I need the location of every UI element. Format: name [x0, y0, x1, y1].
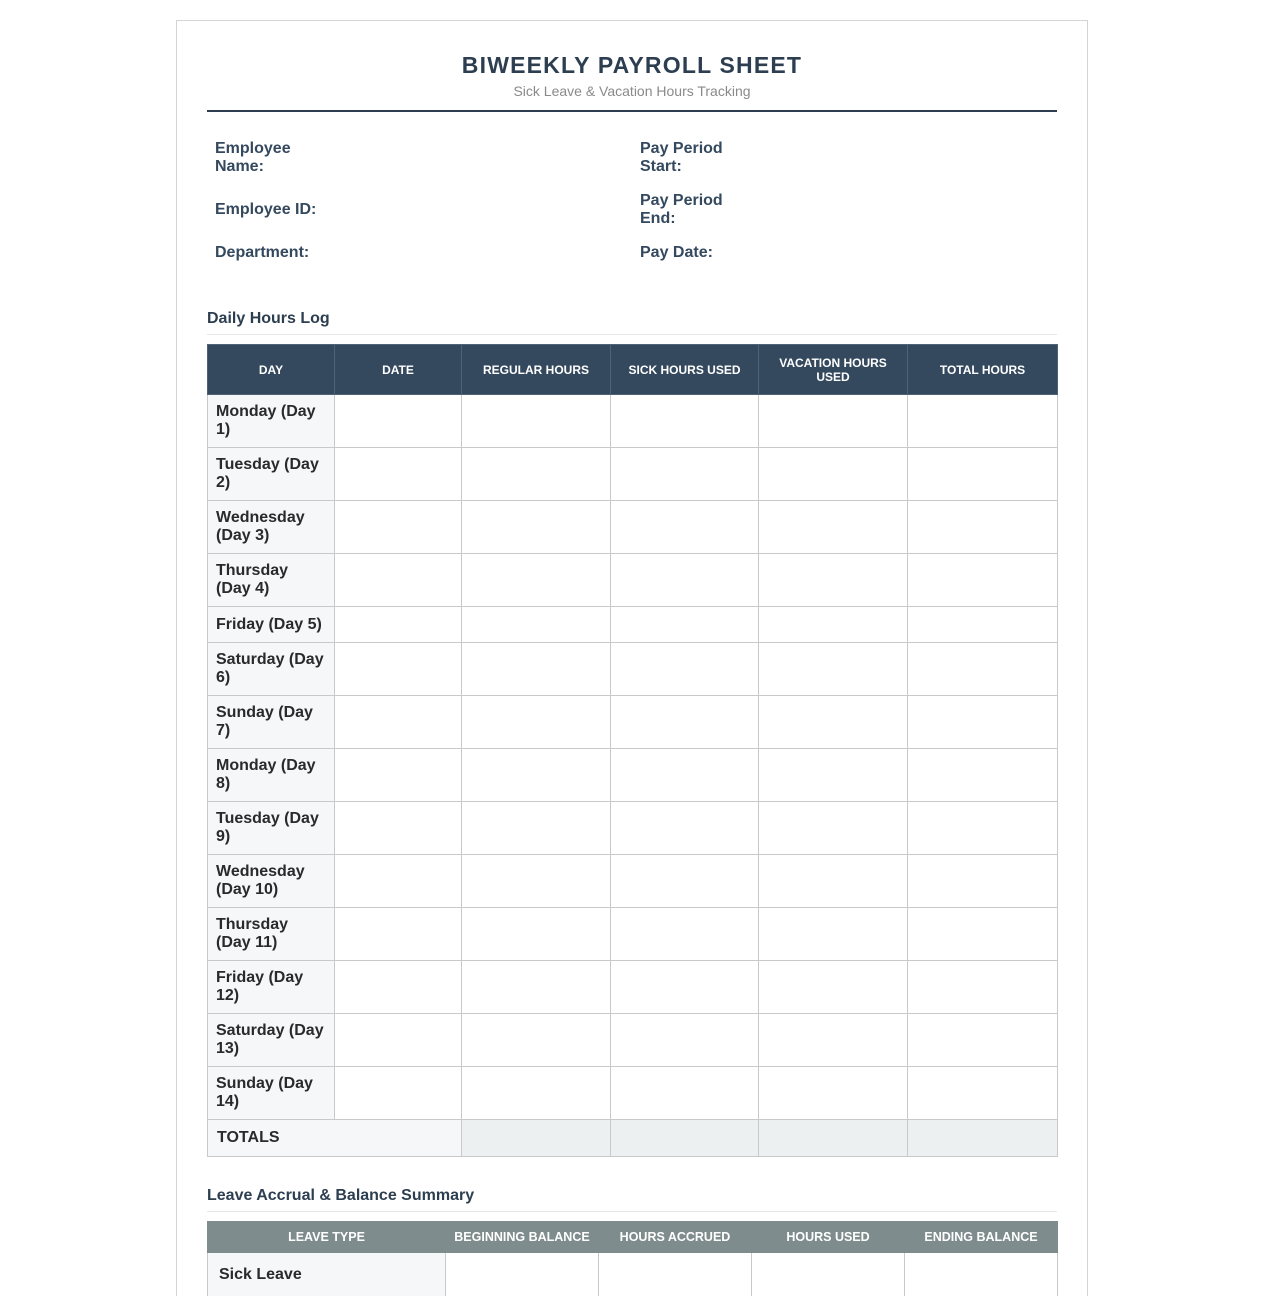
total-hours-cell[interactable] [908, 395, 1058, 448]
regular-hours-cell[interactable] [462, 855, 611, 908]
vacation-hours-cell[interactable] [759, 554, 908, 607]
sick-hours-cell[interactable] [611, 749, 759, 802]
sick-hours-cell[interactable] [611, 1067, 759, 1120]
vacation-hours-cell[interactable] [759, 395, 908, 448]
table-row [208, 855, 1058, 908]
vacation-hours-cell[interactable] [759, 908, 908, 961]
date-cell[interactable] [335, 961, 462, 1014]
date-cell[interactable] [335, 802, 462, 855]
col-header-regular-hours: REGULAR HOURS [462, 345, 611, 395]
sick-hours-cell[interactable] [611, 501, 759, 554]
sick-hours-cell[interactable] [611, 448, 759, 501]
table-row [208, 448, 1058, 501]
day-cell: Tuesday (Day 2) [208, 448, 335, 501]
table-row [208, 643, 1058, 696]
leave-summary-table [207, 1221, 1058, 1296]
col-header-hours-accrued: HOURS ACCRUED [599, 1222, 752, 1253]
day-cell: Saturday (Day 6) [208, 643, 335, 696]
regular-hours-cell[interactable] [462, 961, 611, 1014]
date-cell[interactable] [335, 749, 462, 802]
total-hours-cell[interactable] [908, 908, 1058, 961]
table-row [208, 501, 1058, 554]
regular-hours-cell[interactable] [462, 395, 611, 448]
total-hours-cell[interactable] [908, 855, 1058, 908]
date-cell[interactable] [335, 448, 462, 501]
ending-balance-cell[interactable] [905, 1253, 1058, 1296]
page-title: BIWEEKLY PAYROLL SHEET [461, 52, 803, 78]
col-header-sick-hours: SICK HOURS USED [611, 345, 759, 395]
total-regular-hours-cell[interactable] [462, 1120, 611, 1157]
pay-date-label: Pay Date: [640, 244, 713, 261]
col-header-beginning-balance: BEGINNING BALANCE [446, 1222, 599, 1253]
day-cell: Wednesday (Day 10) [208, 855, 335, 908]
date-cell[interactable] [335, 696, 462, 749]
total-hours-cell[interactable] [908, 749, 1058, 802]
day-cell: Monday (Day 1) [208, 395, 335, 448]
col-header-total-hours: TOTAL HOURS [908, 345, 1058, 395]
table-row [208, 696, 1058, 749]
total-hours-cell[interactable] [908, 696, 1058, 749]
summary-row [208, 1253, 1058, 1296]
sick-hours-cell[interactable] [611, 802, 759, 855]
total-hours-cell[interactable] [908, 961, 1058, 1014]
date-cell[interactable] [335, 643, 462, 696]
sick-hours-cell[interactable] [611, 855, 759, 908]
date-cell[interactable] [335, 554, 462, 607]
table-row [208, 1067, 1058, 1120]
leave-type-cell: Sick Leave [208, 1253, 446, 1296]
sick-hours-cell[interactable] [611, 961, 759, 1014]
day-cell: Friday (Day 12) [208, 961, 335, 1014]
regular-hours-cell[interactable] [462, 448, 611, 501]
daily-hours-table [207, 344, 1058, 1157]
sick-hours-cell[interactable] [611, 643, 759, 696]
date-cell[interactable] [335, 607, 462, 643]
table-row [208, 607, 1058, 643]
page-subtitle: Sick Leave & Vacation Hours Tracking [513, 83, 751, 99]
col-header-day: DAY [208, 345, 335, 395]
col-header-hours-used: HOURS USED [752, 1222, 905, 1253]
vacation-hours-cell[interactable] [759, 749, 908, 802]
vacation-hours-cell[interactable] [759, 855, 908, 908]
total-hours-cell[interactable] [908, 607, 1058, 643]
vacation-hours-cell[interactable] [759, 802, 908, 855]
day-cell: Thursday (Day 11) [208, 908, 335, 961]
col-header-date: DATE [335, 345, 462, 395]
regular-hours-cell[interactable] [462, 1067, 611, 1120]
date-cell[interactable] [335, 908, 462, 961]
sick-hours-cell[interactable] [611, 395, 759, 448]
summary-header-row [208, 1222, 1058, 1253]
table-row [208, 802, 1058, 855]
total-hours-cell[interactable] [908, 802, 1058, 855]
day-cell: Monday (Day 8) [208, 749, 335, 802]
grand-total-hours-cell[interactable] [908, 1120, 1058, 1157]
regular-hours-cell[interactable] [462, 501, 611, 554]
payroll-sheet [176, 20, 1088, 1296]
day-cell: Tuesday (Day 9) [208, 802, 335, 855]
totals-label: TOTALS [208, 1120, 462, 1157]
vacation-hours-cell[interactable] [759, 1014, 908, 1067]
table-row [208, 908, 1058, 961]
sick-hours-cell[interactable] [611, 908, 759, 961]
table-row [208, 554, 1058, 607]
regular-hours-cell[interactable] [462, 908, 611, 961]
date-cell[interactable] [335, 1014, 462, 1067]
date-cell[interactable] [335, 501, 462, 554]
col-header-vacation-hours: VACATION HOURS USED [759, 345, 908, 395]
table-row [208, 395, 1058, 448]
pay-period-start-label: Pay Period Start: [640, 140, 723, 175]
regular-hours-cell[interactable] [462, 643, 611, 696]
hours-used-cell[interactable] [752, 1253, 905, 1296]
vacation-hours-cell[interactable] [759, 1067, 908, 1120]
date-cell[interactable] [335, 395, 462, 448]
daily-log-title: Daily Hours Log [207, 310, 1057, 335]
total-hours-cell[interactable] [908, 643, 1058, 696]
totals-row [208, 1120, 1058, 1157]
employee-name-label: Employee Name: [215, 140, 291, 175]
beginning-balance-cell[interactable] [446, 1253, 599, 1296]
day-cell: Wednesday (Day 3) [208, 501, 335, 554]
summary-title: Leave Accrual & Balance Summary [207, 1187, 1057, 1212]
total-vacation-hours-cell[interactable] [759, 1120, 908, 1157]
total-hours-cell[interactable] [908, 448, 1058, 501]
sick-hours-cell[interactable] [611, 696, 759, 749]
regular-hours-cell[interactable] [462, 802, 611, 855]
vacation-hours-cell[interactable] [759, 961, 908, 1014]
table-row [208, 961, 1058, 1014]
vacation-hours-cell[interactable] [759, 696, 908, 749]
total-hours-cell[interactable] [908, 1014, 1058, 1067]
vacation-hours-cell[interactable] [759, 501, 908, 554]
table-header-row [208, 345, 1058, 395]
day-cell: Thursday (Day 4) [208, 554, 335, 607]
col-header-leave-type: LEAVE TYPE [208, 1222, 446, 1253]
day-cell: Friday (Day 5) [208, 607, 335, 643]
vacation-hours-cell[interactable] [759, 643, 908, 696]
table-row [208, 749, 1058, 802]
day-cell: Sunday (Day 7) [208, 696, 335, 749]
hours-accrued-cell[interactable] [599, 1253, 752, 1296]
date-cell[interactable] [335, 855, 462, 908]
sick-hours-cell[interactable] [611, 607, 759, 643]
employee-info-grid [207, 112, 1057, 292]
regular-hours-cell[interactable] [462, 1014, 611, 1067]
pay-period-end-label: Pay Period End: [640, 192, 723, 227]
regular-hours-cell[interactable] [462, 749, 611, 802]
total-hours-cell[interactable] [908, 554, 1058, 607]
col-header-ending-balance: ENDING BALANCE [905, 1222, 1058, 1253]
regular-hours-cell[interactable] [462, 607, 611, 643]
vacation-hours-cell[interactable] [759, 448, 908, 501]
vacation-hours-cell[interactable] [759, 607, 908, 643]
regular-hours-cell[interactable] [462, 554, 611, 607]
date-cell[interactable] [335, 1067, 462, 1120]
sheet-header [207, 21, 1057, 112]
sick-hours-cell[interactable] [611, 1014, 759, 1067]
sick-hours-cell[interactable] [611, 554, 759, 607]
day-cell: Saturday (Day 13) [208, 1014, 335, 1067]
total-hours-cell[interactable] [908, 1067, 1058, 1120]
table-row [208, 1014, 1058, 1067]
regular-hours-cell[interactable] [462, 696, 611, 749]
employee-id-label: Employee ID: [215, 201, 317, 218]
total-hours-cell[interactable] [908, 501, 1058, 554]
total-sick-hours-cell[interactable] [611, 1120, 759, 1157]
day-cell: Sunday (Day 14) [208, 1067, 335, 1120]
department-label: Department: [215, 244, 310, 261]
